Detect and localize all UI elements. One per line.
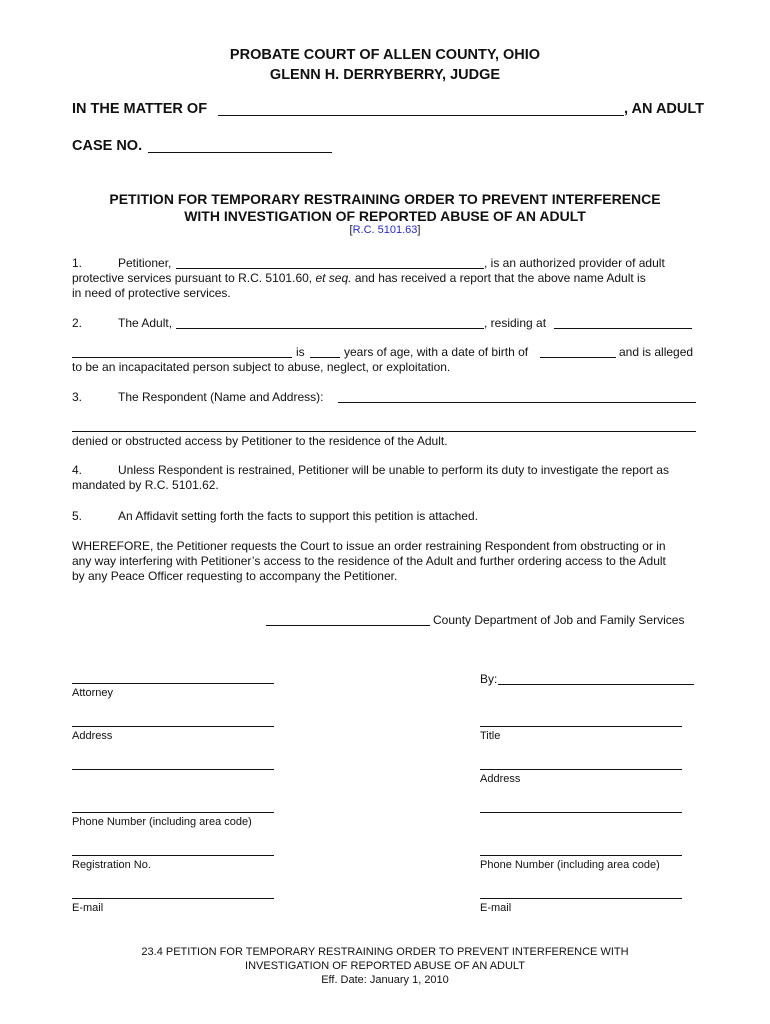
p1-line2-b: and has received a report that the above name Adult is [351,271,646,285]
petition-title-line2: WITH INVESTIGATION OF REPORTED ABUSE OF AN ADULT [184,208,586,224]
registration-label: Registration No. [72,859,151,871]
matter-suffix: , AN ADULT [624,101,705,117]
attorney-address-label: Address [72,730,113,742]
p1-number: 1. [72,256,83,270]
attorney-email-line[interactable] [72,898,274,899]
p4-text2: mandated by R.C. 5101.62. [72,478,219,492]
statute-open-bracket: [ [349,224,353,236]
p2-alleged: and is alleged [619,345,694,359]
agency-phone-label: Phone Number (including area code) [480,859,660,871]
registration-line[interactable] [72,855,274,856]
p2-is: is [296,345,305,359]
wherefore-line1: WHEREFORE, the Petitioner requests the Court to issue an order restraining Respondent from obstructing or in [72,539,666,553]
p1-label: Petitioner, [118,256,172,270]
court-name: PROBATE COURT OF ALLEN COUNTY, OHIO [229,47,541,63]
p3-denied: denied or obstructed access by Petitioner to the residence of the Adult. [72,434,448,448]
by-signature-line[interactable] [498,684,694,685]
case-number-line[interactable] [148,152,332,153]
county-name-line[interactable] [266,625,430,626]
agency-address-line-2[interactable] [480,812,682,813]
wherefore-line2: any way interfering with Petitioner’s access to the residence of the Adult and further ordering access to the Adult [72,554,666,568]
p3-label: The Respondent (Name and Address): [118,390,324,404]
footer-line1: 23.4 PETITION FOR TEMPORARY RESTRAINING ORDER TO PREVENT INTERFERENCE WITH [141,946,629,958]
p1-line3: in need of protective services. [72,286,231,300]
attorney-label: Attorney [72,687,113,699]
p1-line2 [72,271,646,285]
agency-email-label: E-mail [480,902,512,914]
statute-close-bracket: ] [417,224,421,236]
footer-line2: INVESTIGATION OF REPORTED ABUSE OF AN ADULT [245,960,525,972]
p1-after: , is an authorized provider of adult [484,256,665,270]
judge-name: GLENN H. DERRYBERRY, JUDGE [269,67,501,83]
attorney-phone-line[interactable] [72,812,274,813]
petitioner-name-line[interactable] [176,268,484,269]
wherefore-line3: by any Peace Officer requesting to accompany the Petitioner. [72,569,398,583]
age-line[interactable] [310,357,340,358]
p4-text1: Unless Respondent is restrained, Petitioner will be unable to perform its duty to investigate the report as [118,463,669,477]
p4-number: 4. [72,463,83,477]
adult-name-line[interactable] [218,115,624,116]
p2-years: years of age, with a date of birth of [344,345,529,359]
attorney-email-label: E-mail [72,902,104,914]
p5-number: 5. [72,509,83,523]
attorney-signature-line[interactable] [72,683,274,684]
statute-reference [0,224,770,236]
case-number-label: CASE NO. [72,138,143,154]
residing-address-line[interactable] [554,328,692,329]
p3-number: 3. [72,390,83,404]
respondent-line-1[interactable] [338,402,696,403]
agency-address-line-1[interactable] [480,769,682,770]
county-label: County Department of Job and Family Services [433,613,685,627]
attorney-phone-label: Phone Number (including area code) [72,816,252,828]
by-label: By: [480,672,498,686]
attorney-address-line-1[interactable] [72,726,274,727]
p2-line3: to be an incapacitated person subject to abuse, neglect, or exploitation. [72,360,451,374]
agency-phone-line[interactable] [480,855,682,856]
p5-text: An Affidavit setting forth the facts to support this petition is attached. [118,509,478,523]
petition-title-line1: PETITION FOR TEMPORARY RESTRAINING ORDER TO PREVENT INTERFERENCE [109,191,661,207]
title-label: Title [480,730,501,742]
footer-effective-date: Eff. Date: January 1, 2010 [321,974,449,986]
adult-name-line-p2[interactable] [176,328,484,329]
matter-prefix: IN THE MATTER OF [72,101,208,117]
birth-date-line[interactable] [540,357,616,358]
respondent-line-2[interactable] [72,431,696,432]
attorney-address-line-2[interactable] [72,769,274,770]
agency-address-label: Address [480,773,521,785]
p2-residing: , residing at [484,316,547,330]
adult-address-line[interactable] [72,357,292,358]
title-line[interactable] [480,726,682,727]
p1-line2-em: et seq. [315,271,352,285]
p2-label: The Adult, [118,316,173,330]
p1-line2-a: protective services pursuant to R.C. 5101.60, [72,271,316,285]
statute-link[interactable]: R.C. 5101.63 [352,224,418,236]
p2-number: 2. [72,316,83,330]
agency-email-line[interactable] [480,898,682,899]
